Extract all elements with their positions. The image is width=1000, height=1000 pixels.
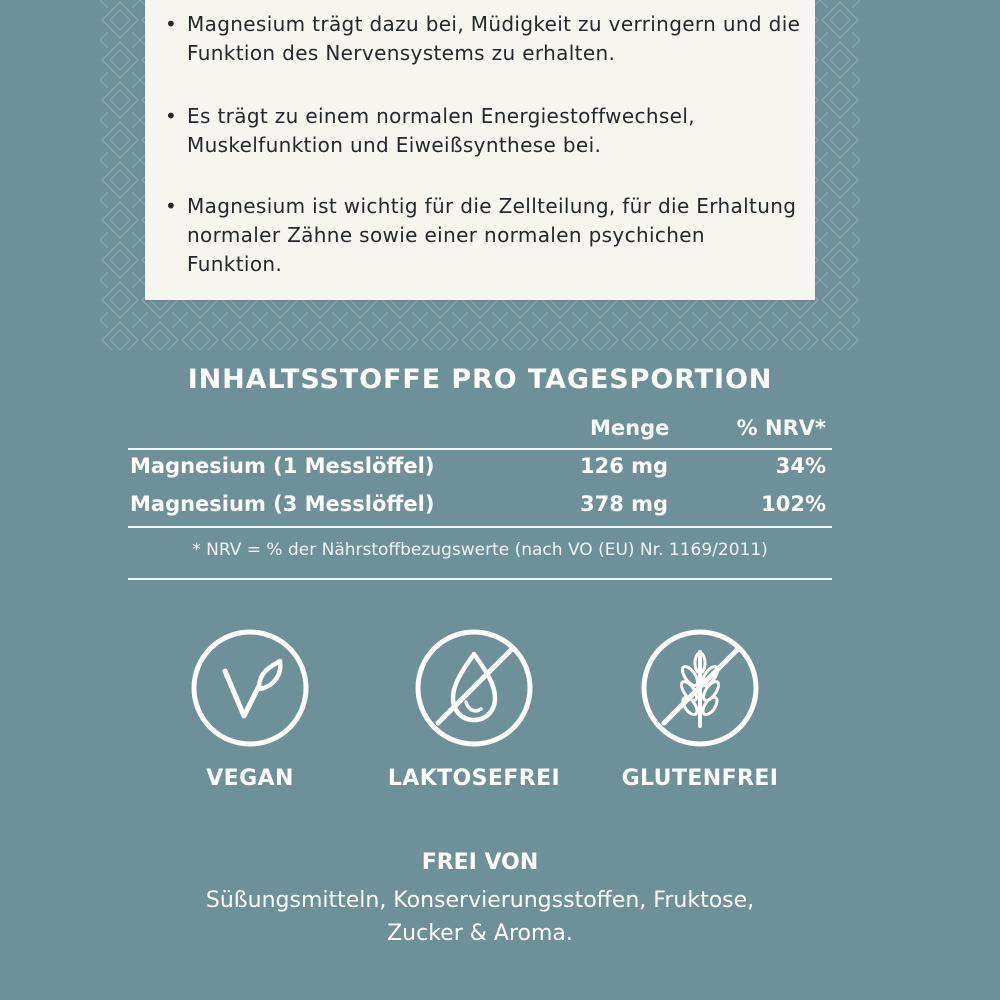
ingredient-amount: 126 mg xyxy=(580,454,669,478)
table-divider xyxy=(128,448,832,450)
lactose-free-label: LAKTOSEFREI xyxy=(387,766,561,791)
table-row xyxy=(128,452,832,486)
vegan-badge xyxy=(160,628,340,798)
nutrition-table xyxy=(128,414,832,584)
vegan-label: VEGAN xyxy=(206,766,294,791)
benefits-card xyxy=(145,0,815,300)
nrv-column-header: % NRV* xyxy=(736,416,826,440)
bullet: • xyxy=(165,194,178,218)
table-row xyxy=(128,490,832,524)
ingredient-label: Magnesium (1 Messlöffel) xyxy=(130,454,435,478)
ingredient-amount: 378 mg xyxy=(580,492,669,516)
free-from-title: FREI VON xyxy=(421,850,539,875)
amount-column-header: Menge xyxy=(590,416,670,440)
ingredients-title: INHALTSSTOFFE PRO TAGESPORTION xyxy=(187,364,773,395)
benefit-text: Es trägt zu einem normalen Energiestoffwechsel, Muskelfunktion und Eiweißsynthese bei. xyxy=(187,104,695,157)
table-divider xyxy=(128,578,832,580)
free-from-text xyxy=(0,884,960,950)
benefit-item xyxy=(165,10,805,68)
free-from-line: Zucker & Aroma. xyxy=(387,921,573,946)
bullet: • xyxy=(165,12,178,36)
benefit-item xyxy=(165,192,805,279)
gluten-free-wheat-icon xyxy=(640,628,760,748)
lactose-free-badge xyxy=(384,628,564,798)
ingredient-nrv: 102% xyxy=(761,492,826,516)
gluten-free-badge xyxy=(610,628,790,798)
bullet: • xyxy=(165,104,178,128)
benefit-text: Magnesium trägt dazu bei, Müdigkeit zu verringern und die Funktion des Nervensystems zu erhalten. xyxy=(187,12,801,65)
benefit-text: Magnesium ist wichtig für die Zellteilung, für die Erhaltung normaler Zähne sowie einer normalen psychichen Funktion. xyxy=(187,194,797,276)
lactose-free-drop-icon xyxy=(414,628,534,748)
ingredient-label: Magnesium (3 Messlöffel) xyxy=(130,492,435,516)
vegan-leaf-icon xyxy=(190,628,310,748)
benefit-item xyxy=(165,102,805,160)
table-divider xyxy=(128,526,832,528)
nrv-footnote: * NRV = % der Nährstoffbezugswerte (nach VO (EU) Nr. 1169/2011) xyxy=(192,540,768,560)
gluten-free-label: GLUTENFREI xyxy=(621,766,779,791)
ingredient-nrv: 34% xyxy=(775,454,826,478)
free-from-line: Süßungsmitteln, Konservierungsstoffen, Fruktose, xyxy=(205,888,755,913)
